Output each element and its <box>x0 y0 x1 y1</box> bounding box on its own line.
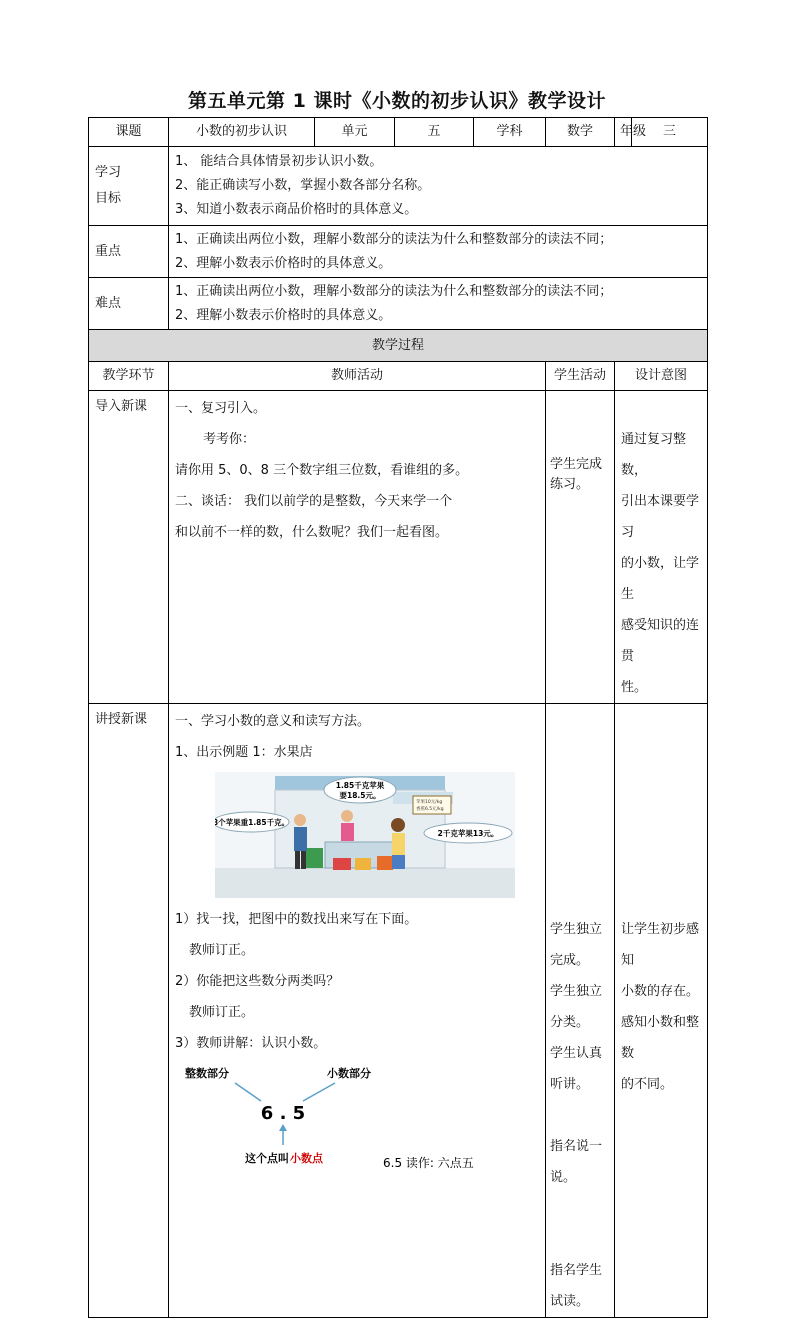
teacher-line: 教师订正。 <box>189 1005 255 1020</box>
design-line: 引出本课要学习 <box>621 494 700 540</box>
decimal-parts-figure <box>175 1063 474 1171</box>
teacher-line: 考考你： <box>203 432 256 447</box>
objective-item: 2、能正确读写小数，掌握小数各部分名称。 <box>175 178 431 193</box>
price-sign-apple: 苹果10元/kg <box>416 800 443 805</box>
lesson-plan-table <box>88 117 708 1318</box>
column-teacher: 教师活动 <box>169 362 546 391</box>
student-line: 指名学生试读。 <box>550 1263 603 1309</box>
grade-label-cell <box>615 118 646 147</box>
grade-label: 年级 <box>619 124 646 139</box>
bubble-left: 8个苹果重1.85千克。 <box>215 818 290 827</box>
unit-label: 单元 <box>315 118 395 147</box>
design-line: 感受知识的连贯 <box>621 618 700 664</box>
decimal-parts-diagram <box>175 1063 475 1171</box>
stage-intro-design <box>615 391 708 704</box>
student-spacer <box>550 1224 614 1255</box>
fruit-shop-illustration <box>215 772 515 898</box>
stage-new-name: 讲授新课 <box>89 704 169 1318</box>
teacher-line: 和以前不一样的数，什么数呢？我们一起看图。 <box>175 525 449 540</box>
unit-value: 五 <box>395 118 474 147</box>
student-spacer <box>550 1100 614 1131</box>
teacher-line: 3）教师讲解：认识小数。 <box>175 1036 327 1051</box>
teacher-line: 请你用 5、0、8 三个数字组三位数，看谁组的多。 <box>175 463 469 478</box>
topic-label: 课题 <box>89 118 169 147</box>
difficulties-label: 难点 <box>89 278 169 330</box>
design-line: 通过复习整数， <box>621 432 687 478</box>
teacher-line: 教师订正。 <box>189 943 255 958</box>
price-sign-banana: 香蕉6.5元/kg <box>416 807 444 812</box>
decimal-reading: 6.5 读作: 六点五 <box>383 1156 474 1170</box>
stage-intro-name: 导入新课 <box>89 391 169 704</box>
design-line: 的不同。 <box>621 1077 674 1092</box>
point-name: 小数点 <box>290 1152 323 1165</box>
difficulty-item: 2、理解小数表示价格时的具体意义。 <box>175 307 392 323</box>
decimal-part-label: 小数部分 <box>327 1067 371 1080</box>
student-line: 学生独立完成。 <box>550 922 603 968</box>
objectives-content <box>169 147 708 226</box>
grade-value: 三 <box>632 118 708 147</box>
column-design: 设计意图 <box>615 362 708 391</box>
design-line: 性。 <box>621 680 648 695</box>
design-line: 感知小数和整数 <box>621 1015 700 1061</box>
design-line: 小数的存在。 <box>621 984 700 999</box>
key-points-row <box>89 226 708 278</box>
subject-label: 学科 <box>474 118 546 147</box>
column-student: 学生活动 <box>546 362 615 391</box>
decimal-number: 6 . 5 <box>260 1103 306 1124</box>
student-line: 学生独立分类。 <box>550 984 603 1030</box>
objectives-row <box>89 147 708 226</box>
key-point-item: 1、正确读出两位小数，理解小数部分的读法为什么和整数部分的读法不同； <box>175 231 613 247</box>
difficulties-content <box>169 278 708 330</box>
key-point-item: 2、理解小数表示价格时的具体意义。 <box>175 255 392 271</box>
columns-row <box>89 362 708 391</box>
stage-intro-teacher <box>169 391 546 704</box>
topic-value: 小数的初步认识 <box>169 118 315 147</box>
bubble-right: 2千克苹果13元。 <box>437 829 499 838</box>
point-prefix: 这个点叫 <box>245 1152 289 1165</box>
header-row <box>89 118 708 147</box>
bubble-top-line1: 1.85千克苹果 <box>335 781 385 790</box>
subject-value: 数学 <box>546 118 615 147</box>
student-line: 指名说一说。 <box>550 1139 603 1185</box>
bubble-top-line2: 要18.5元。 <box>339 791 381 800</box>
objectives-label <box>89 147 169 226</box>
design-line: 的小数，让学生 <box>621 556 700 602</box>
teacher-line: 1）找一找，把图中的数找出来写在下面。 <box>175 912 418 927</box>
stage-new-design <box>615 704 708 1318</box>
student-spacer <box>550 1193 614 1224</box>
objective-item: 1、 能结合具体情景初步认识小数。 <box>175 154 383 169</box>
teacher-line: 1、出示例题 1：水果店 <box>175 745 313 760</box>
teacher-line: 二、谈话： 我们以前学的是整数，今天来学一个 <box>175 494 453 509</box>
key-points-content <box>169 226 708 278</box>
difficulties-row <box>89 278 708 330</box>
key-points-label: 重点 <box>89 226 169 278</box>
objectives-label-line1: 学习 <box>95 165 122 180</box>
objectives-label-line2: 目标 <box>95 191 122 206</box>
stage-new-student <box>546 704 615 1318</box>
teacher-line: 一、复习引入。 <box>175 401 267 416</box>
design-line: 让学生初步感知 <box>621 922 700 968</box>
fruit-shop-scene <box>215 772 515 898</box>
stage-new-row <box>89 704 708 1318</box>
objective-item: 3、知道小数表示商品价格时的具体意义。 <box>175 202 418 217</box>
column-stage: 教学环节 <box>89 362 169 391</box>
stage-new-teacher <box>169 704 546 1318</box>
teacher-line: 2）你能把这些数分两类吗？ <box>175 974 340 989</box>
process-header-row <box>89 330 708 362</box>
stage-intro-student: 学生完成练习。 <box>546 391 615 704</box>
difficulty-item: 1、正确读出两位小数，理解小数部分的读法为什么和整数部分的读法不同； <box>175 283 613 299</box>
page-title: 第五单元第 1 课时《小数的初步认识》教学设计 <box>188 90 606 112</box>
teacher-line: 一、学习小数的意义和读写方法。 <box>175 714 371 729</box>
stage-intro-row <box>89 391 708 704</box>
process-header: 教学过程 <box>89 330 708 362</box>
integer-part-label: 整数部分 <box>185 1067 229 1080</box>
student-line: 学生认真听讲。 <box>550 1046 603 1092</box>
